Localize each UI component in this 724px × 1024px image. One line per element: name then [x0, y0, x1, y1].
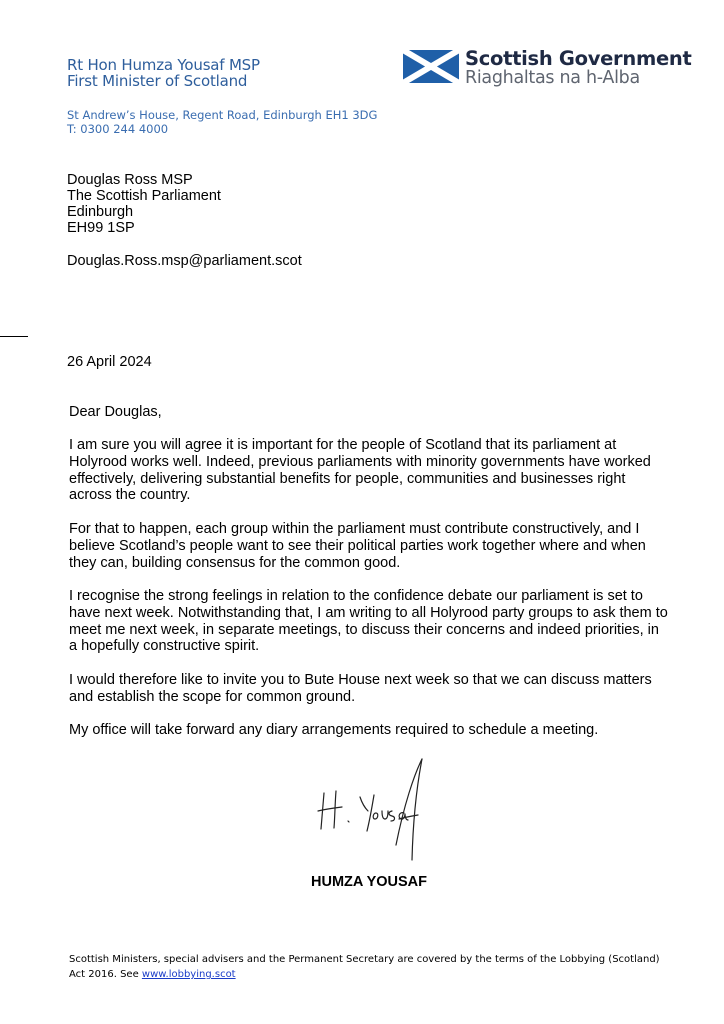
recipient-address — [67, 172, 221, 236]
recipient-email: Douglas.Ross.msp@parliament.scot — [67, 253, 302, 269]
sender-name: Rt Hon Humza Yousaf MSP — [67, 56, 260, 74]
salutation: Dear Douglas, — [69, 404, 162, 420]
fold-mark — [0, 336, 28, 337]
body-paragraph: For that to happen, each group within the parliament must contribute constructively, and I believe Scotland’s people want to see their political parties work together where and when they can, building consensus for the common good. — [69, 521, 646, 571]
body-paragraph: I recognise the strong feelings in relation to the confidence debate our parliament is set to have next week. Notwithstanding that, I am writing to all Holyrood party groups to ask them to meet me next week, in separate meetings, to discuss their concerns and indeed priorities, in a hopefully constructive spirit. — [69, 588, 668, 655]
recipient-line: The Scottish Parliament — [67, 188, 221, 204]
lobbying-link[interactable]: www.lobbying.scot — [141, 969, 236, 980]
recipient-line: EH99 1SP — [67, 220, 135, 236]
handwritten-signature — [296, 745, 441, 865]
organisation-name-english: Scottish Government — [465, 47, 692, 70]
body-paragraph: I would therefore like to invite you to Bute House next week so that we can discuss matters and establish the scope for common ground. — [69, 672, 652, 705]
recipient-line: Edinburgh — [67, 204, 134, 220]
organisation-name-gaelic: Riaghaltas na h-Alba — [465, 68, 640, 88]
footer-text: Scottish Ministers, special advisers and the Permanent Secretary are covered by the terms of the Lobbying (Scotland) Act 2016. See — [69, 954, 660, 980]
sender-title: First Minister of Scotland — [67, 72, 248, 90]
sender-phone: T: 0300 244 4000 — [67, 122, 169, 136]
saltire-flag-icon — [403, 50, 459, 88]
lobbying-footer — [69, 952, 669, 982]
recipient-line: Douglas Ross MSP — [67, 172, 193, 188]
body-paragraph: My office will take forward any diary arrangements required to schedule a meeting. — [69, 722, 599, 738]
sender-address: St Andrew’s House, Regent Road, Edinburgh EH1 3DG — [67, 108, 378, 122]
signatory-name: HUMZA YOUSAF — [311, 874, 427, 890]
body-paragraph: I am sure you will agree it is important for the people of Scotland that its parliament at Holyrood works well. Indeed, previous parliaments with minority governments have worked effectively, delivering substantial benefits for people, communities and businesses right across the country. — [69, 437, 651, 504]
letter-date: 26 April 2024 — [67, 354, 152, 370]
